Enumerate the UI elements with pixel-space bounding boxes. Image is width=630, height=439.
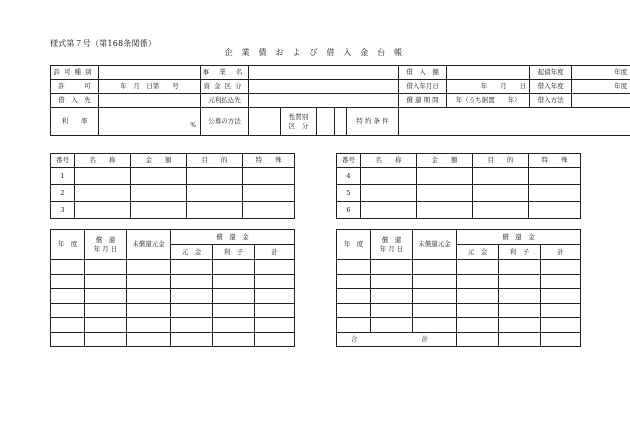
field-kyoka-date[interactable]: 年 月 日第 号	[99, 80, 201, 94]
header-kei: 計	[541, 245, 581, 260]
cell-mokuteki[interactable]	[473, 202, 529, 219]
table-row	[51, 202, 295, 219]
cell-meisho[interactable]	[361, 168, 417, 185]
header-tokushu: 特 殊	[243, 154, 295, 168]
table-row	[337, 318, 581, 333]
form-number: 様式第７号（第168条関係）	[50, 39, 157, 48]
field-shakunyu-saki[interactable]	[99, 94, 201, 108]
cell[interactable]	[499, 274, 541, 289]
label-kisai-nendo: 起債年度	[530, 66, 572, 80]
label-gokei-left: 合	[351, 334, 372, 343]
header-mishokan: 未償還元金	[413, 230, 457, 260]
cell-kingaku[interactable]	[417, 202, 473, 219]
page-title: 企 業 債 お よ び 借 入 金 台 帳	[224, 48, 406, 57]
header-bango: 番号	[51, 154, 75, 168]
usage-table-left	[50, 153, 295, 219]
cell[interactable]	[171, 332, 213, 347]
label-shakunyu-date: 借入年月日	[399, 80, 447, 94]
table-row	[337, 289, 581, 304]
ledger-info-table	[50, 65, 630, 136]
cell-tokushu[interactable]	[243, 185, 295, 202]
cell-meisho[interactable]	[75, 185, 131, 202]
header-mokuteki: 目 的	[473, 154, 529, 168]
field-kyoka-shubetsu[interactable]	[99, 66, 201, 80]
cell[interactable]	[127, 303, 171, 318]
header-shokan-kin: 償 還 金	[457, 230, 581, 245]
cell-kingaku[interactable]	[131, 185, 187, 202]
cell[interactable]	[413, 289, 457, 304]
header-shokan-date	[85, 230, 127, 260]
usage-table-right	[336, 153, 581, 219]
label-gokei-right: 計	[421, 334, 442, 343]
cell-tokushu[interactable]	[243, 168, 295, 185]
field-seishitsu-1[interactable]	[317, 108, 335, 136]
cell-tokushu[interactable]	[243, 202, 295, 219]
cell[interactable]	[255, 332, 295, 347]
table-row	[337, 202, 581, 219]
cell[interactable]	[171, 274, 213, 289]
cell-tokushu[interactable]	[529, 202, 581, 219]
cell[interactable]	[541, 260, 581, 275]
cell[interactable]	[413, 274, 457, 289]
table-row	[337, 168, 581, 185]
row-number: 3	[51, 202, 75, 219]
cell[interactable]	[51, 318, 85, 333]
cell[interactable]	[127, 289, 171, 304]
cell-tokushu[interactable]	[529, 185, 581, 202]
cell[interactable]	[255, 289, 295, 304]
cell[interactable]	[127, 332, 171, 347]
cell[interactable]	[413, 260, 457, 275]
cell[interactable]	[255, 303, 295, 318]
cell-mokuteki[interactable]	[473, 185, 529, 202]
header-kingaku: 金 額	[417, 154, 473, 168]
header-rishi: 利 子	[213, 245, 255, 260]
cell[interactable]	[171, 289, 213, 304]
cell[interactable]	[171, 318, 213, 333]
cell[interactable]	[457, 274, 499, 289]
cell[interactable]	[457, 260, 499, 275]
repay-table-left	[50, 229, 295, 347]
cell-meisho[interactable]	[75, 202, 131, 219]
label-shakunyu-nendo: 借入年度	[530, 80, 572, 94]
field-ganri-haraikomi[interactable]	[249, 94, 399, 108]
header-shokan-line2: 年 月 日	[379, 244, 404, 253]
cell-mokuteki[interactable]	[187, 168, 243, 185]
label-riritsu: 利 率	[51, 108, 99, 136]
row-number: 5	[337, 185, 361, 202]
header-kei: 計	[255, 245, 295, 260]
cell-mokuteki[interactable]	[187, 202, 243, 219]
header-shokan-line2: 年 月 日	[93, 244, 118, 253]
cell[interactable]	[255, 318, 295, 333]
cell[interactable]	[213, 318, 255, 333]
label-tokuyaku: 特 約 条 件	[347, 108, 399, 136]
cell-total-rishi[interactable]	[499, 332, 541, 347]
cell[interactable]	[85, 260, 127, 275]
label-jigyo-mei: 事 業 名	[201, 66, 249, 80]
cell[interactable]	[371, 260, 413, 275]
field-shakunyu-hoho[interactable]	[572, 94, 630, 108]
repay-table-right	[336, 229, 581, 347]
row-number: 4	[337, 168, 361, 185]
cell[interactable]	[499, 318, 541, 333]
cell[interactable]	[171, 303, 213, 318]
table-row	[51, 185, 295, 202]
cell-tokushu[interactable]	[529, 168, 581, 185]
cell[interactable]	[541, 303, 581, 318]
header-shokan-line1: 償 還	[95, 236, 116, 245]
header-meisho: 名 称	[361, 154, 417, 168]
header-tokushu: 特 殊	[529, 154, 581, 168]
label-seishitsu	[281, 108, 317, 136]
field-shakunyu-date[interactable]: 年 月 日	[447, 80, 530, 94]
cell[interactable]	[127, 274, 171, 289]
cell[interactable]	[85, 303, 127, 318]
cell[interactable]	[337, 303, 371, 318]
cell[interactable]	[337, 260, 371, 275]
header-kingaku: 金 額	[131, 154, 187, 168]
cell[interactable]	[541, 274, 581, 289]
cell[interactable]	[255, 260, 295, 275]
header-rishi: 利 子	[499, 245, 541, 260]
row-number: 1	[51, 168, 75, 185]
cell[interactable]	[371, 274, 413, 289]
cell-total-gankin[interactable]	[457, 332, 499, 347]
header-mishokan: 未償還元金	[127, 230, 171, 260]
table-row	[337, 274, 581, 289]
cell[interactable]	[457, 289, 499, 304]
field-tokuyaku[interactable]	[399, 108, 630, 136]
cell[interactable]	[51, 289, 85, 304]
table-row	[51, 274, 295, 289]
cell-kingaku[interactable]	[417, 168, 473, 185]
header-gankin: 元 金	[171, 245, 213, 260]
label-shakunyu-gaku: 借 入 額	[399, 66, 447, 80]
field-jigyo-mei[interactable]	[249, 66, 399, 80]
cell[interactable]	[457, 303, 499, 318]
cell-mokuteki[interactable]	[473, 168, 529, 185]
header-bango: 番号	[337, 154, 361, 168]
cell[interactable]	[213, 332, 255, 347]
label-shakunyu-saki: 借 入 先	[51, 94, 99, 108]
field-shakunyu-gaku[interactable]	[447, 66, 530, 80]
cell-total-kei[interactable]	[541, 332, 581, 347]
table-row	[51, 318, 295, 333]
table-row	[51, 332, 295, 347]
label-seishitsu-line1: 性質別	[288, 113, 309, 122]
label-kyoka-shubetsu: 許可種別	[51, 66, 99, 80]
header-shokan-line1: 償 還	[381, 236, 402, 245]
table-row	[51, 303, 295, 318]
table-row	[51, 168, 295, 185]
cell-kingaku[interactable]	[417, 185, 473, 202]
field-kobo-hoho[interactable]	[249, 108, 281, 136]
cell[interactable]	[413, 318, 457, 333]
table-row	[337, 260, 581, 275]
cell[interactable]	[541, 289, 581, 304]
label-shakunyu-hoho: 借入方法	[530, 94, 572, 108]
field-kisai-nendo[interactable]: 年度	[572, 66, 630, 80]
label-shikin-kubun: 資金区分	[201, 80, 249, 94]
cell[interactable]	[51, 274, 85, 289]
cell[interactable]	[337, 274, 371, 289]
cell-kingaku[interactable]	[131, 202, 187, 219]
cell[interactable]	[127, 318, 171, 333]
table-row	[51, 260, 295, 275]
cell-meisho[interactable]	[361, 185, 417, 202]
label-ganri-haraikomi: 元利払込先	[201, 94, 249, 108]
total-row	[337, 332, 581, 347]
header-nendo: 年 度	[51, 230, 85, 260]
header-meisho: 名 称	[75, 154, 131, 168]
cell-meisho[interactable]	[361, 202, 417, 219]
label-seishitsu-line2: 区 分	[288, 121, 309, 130]
cell[interactable]	[85, 318, 127, 333]
cell[interactable]	[541, 318, 581, 333]
cell[interactable]	[85, 274, 127, 289]
row-number: 2	[51, 185, 75, 202]
cell[interactable]	[371, 289, 413, 304]
cell[interactable]	[499, 260, 541, 275]
table-row	[51, 289, 295, 304]
cell[interactable]	[255, 274, 295, 289]
cell-meisho[interactable]	[75, 168, 131, 185]
cell[interactable]	[337, 289, 371, 304]
cell[interactable]	[85, 289, 127, 304]
cell[interactable]	[213, 303, 255, 318]
label-shokan-kikan: 償 還 期 間	[399, 94, 447, 108]
cell[interactable]	[213, 260, 255, 275]
cell[interactable]	[127, 260, 171, 275]
cell[interactable]	[371, 318, 413, 333]
cell[interactable]	[457, 318, 499, 333]
field-shikin-kubun[interactable]	[249, 80, 399, 94]
cell[interactable]	[213, 289, 255, 304]
label-kyoka: 許 可	[51, 80, 99, 94]
percent-sign: %	[190, 121, 196, 129]
field-shakunyu-nendo[interactable]: 年度	[572, 80, 630, 94]
cell[interactable]	[85, 332, 127, 347]
field-riritsu[interactable]	[99, 108, 201, 136]
cell-mokuteki[interactable]	[187, 185, 243, 202]
cell[interactable]	[413, 303, 457, 318]
header-nendo: 年 度	[337, 230, 371, 260]
cell[interactable]	[213, 274, 255, 289]
cell-kingaku[interactable]	[131, 168, 187, 185]
table-row	[337, 185, 581, 202]
header-shokan-date	[371, 230, 413, 260]
cell[interactable]	[171, 260, 213, 275]
cell[interactable]	[51, 332, 85, 347]
label-gokei	[337, 332, 457, 347]
label-kobo-hoho: 公募の方法	[201, 108, 249, 136]
header-shokan-kin: 償 還 金	[171, 230, 295, 245]
field-seishitsu-2[interactable]	[335, 108, 347, 136]
cell[interactable]	[499, 289, 541, 304]
row-number: 6	[337, 202, 361, 219]
header-gankin: 元 金	[457, 245, 499, 260]
cell[interactable]	[51, 303, 85, 318]
cell[interactable]	[337, 318, 371, 333]
cell[interactable]	[499, 303, 541, 318]
cell[interactable]	[371, 303, 413, 318]
field-shokan-kikan[interactable]: 年（うち据置 年）	[447, 94, 530, 108]
cell[interactable]	[51, 260, 85, 275]
header-mokuteki: 目 的	[187, 154, 243, 168]
table-row	[337, 303, 581, 318]
